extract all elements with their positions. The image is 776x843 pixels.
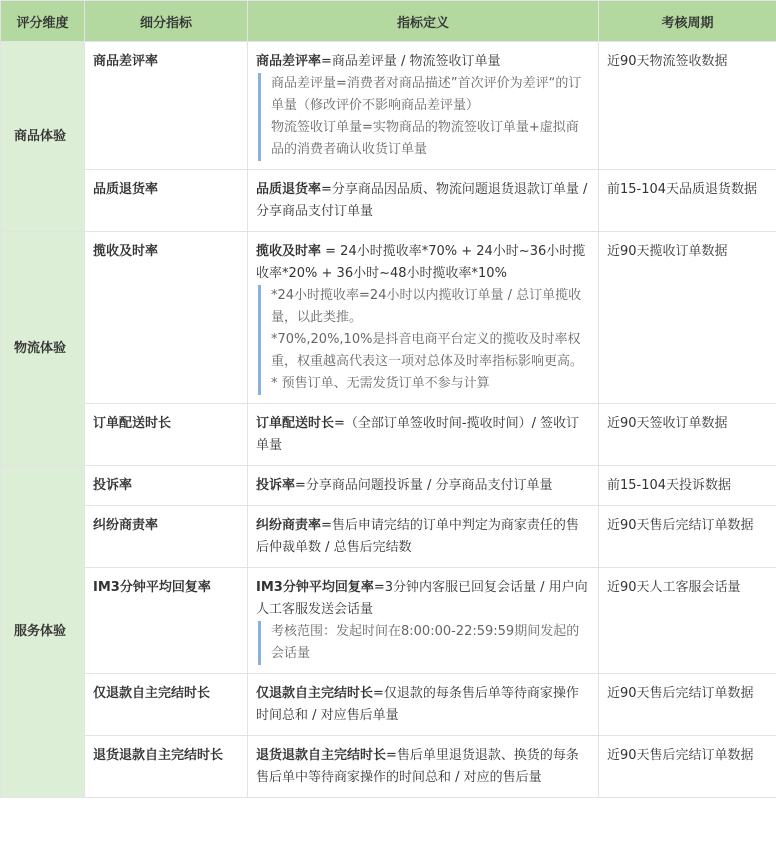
definition-term: 仅退款自主完结时长: [256, 686, 374, 701]
dimension-cell: 服务体验: [1, 466, 85, 798]
definition-formula: =（全部订单签收时间-揽收时间）/ 签收订单量: [256, 416, 580, 453]
indicator-cell: IM3分钟平均回复率: [85, 568, 248, 674]
definition-cell: [248, 170, 599, 232]
indicator-cell: 订单配送时长: [85, 404, 248, 466]
indicator-cell: 商品差评率: [85, 42, 248, 170]
period-cell: 近90天售后完结订单数据: [599, 674, 776, 736]
definition-note: [258, 285, 590, 395]
definition-cell: [248, 568, 599, 674]
definition-formula: =分享商品因品质、物流问题退货退款订单量 / 分享商品支付订单量: [256, 182, 588, 219]
note-line: *70%,20%,10%是抖音电商平台定义的揽收及时率权重，权重越高代表这一项对总体及时率指标影响更高。: [271, 332, 584, 369]
definition-cell: [248, 232, 599, 404]
note-line: * 预售订单、无需发货订单不参与计算: [271, 376, 490, 391]
table-row: [1, 42, 776, 170]
definition-term: 商品差评率: [256, 54, 322, 69]
definition-term: 投诉率: [256, 478, 296, 493]
period-cell: 近90天物流签收数据: [599, 42, 776, 170]
dimension-cell: 物流体验: [1, 232, 85, 466]
definition-note: [258, 73, 590, 161]
table-row: [1, 506, 776, 568]
definition-cell: [248, 42, 599, 170]
table-row: [1, 170, 776, 232]
definition-formula: =3分钟内客服已回复会话量 / 用户向人工客服发送会话量: [256, 580, 588, 617]
period-cell: 前15-104天品质退货数据: [599, 170, 776, 232]
table-row: [1, 466, 776, 506]
header-dimension: 评分维度: [1, 1, 85, 42]
period-cell: 前15-104天投诉数据: [599, 466, 776, 506]
definition-cell: [248, 736, 599, 798]
indicator-cell: 投诉率: [85, 466, 248, 506]
period-cell: 近90天售后完结订单数据: [599, 736, 776, 798]
indicator-cell: 纠纷商责率: [85, 506, 248, 568]
note-line: *24小时揽收率=24小时以内揽收订单量 / 总订单揽收量，以此类推。: [271, 288, 582, 325]
table-row: [1, 568, 776, 674]
table-row: [1, 232, 776, 404]
definition-term: 退货退款自主完结时长: [256, 748, 387, 763]
definition-formula: =售后单里退货退款、换货的每条售后单中等待商家操作的时间总和 / 对应的售后量: [256, 748, 579, 785]
definition-formula: =仅退款的每条售后单等待商家操作时间总和 / 对应售后单量: [256, 686, 579, 723]
definition-term: 品质退货率: [256, 182, 322, 197]
definition-cell: [248, 404, 599, 466]
table-row: [1, 404, 776, 466]
definition-term: IM3分钟平均回复率: [256, 580, 374, 595]
indicator-cell: 退货退款自主完结时长: [85, 736, 248, 798]
definition-formula: =分享商品问题投诉量 / 分享商品支付订单量: [295, 478, 553, 493]
definition-note: [258, 621, 590, 665]
period-cell: 近90天人工客服会话量: [599, 568, 776, 674]
note-line: 物流签收订单量=实物商品的物流签收订单量+虚拟商品的消费者确认收货订单量: [271, 120, 579, 157]
indicator-cell: 揽收及时率: [85, 232, 248, 404]
definition-formula: =商品差评量 / 物流签收订单量: [321, 54, 501, 69]
definition-formula: = 24小时揽收率*70% + 24小时~36小时揽收率*20% + 36小时~48小时揽收率*10%: [256, 244, 586, 281]
definition-cell: [248, 674, 599, 736]
period-cell: 近90天售后完结订单数据: [599, 506, 776, 568]
period-cell: 近90天揽收订单数据: [599, 232, 776, 404]
note-line: 商品差评量=消费者对商品描述”首次评价为差评“的订单量（修改评价不影响商品差评量）: [271, 76, 582, 113]
header-period: 考核周期: [599, 1, 776, 42]
indicator-cell: 仅退款自主完结时长: [85, 674, 248, 736]
definition-cell: [248, 506, 599, 568]
indicator-cell: 品质退货率: [85, 170, 248, 232]
definition-cell: [248, 466, 599, 506]
definition-term: 订单配送时长: [256, 416, 335, 431]
dimension-cell: 商品体验: [1, 42, 85, 232]
period-cell: 近90天签收订单数据: [599, 404, 776, 466]
definition-formula: =售后申请完结的订单中判定为商家责任的售后仲裁单数 / 总售后完结数: [256, 518, 579, 555]
header-indicator: 细分指标: [85, 1, 248, 42]
note-line: 考核范围：发起时间在8:00:00-22:59:59期间发起的会话量: [271, 624, 580, 661]
table-row: [1, 674, 776, 736]
header-row: [1, 1, 776, 42]
definition-term: 揽收及时率: [256, 244, 322, 259]
table-row: [1, 736, 776, 798]
header-definition: 指标定义: [248, 1, 599, 42]
definition-term: 纠纷商责率: [256, 518, 322, 533]
